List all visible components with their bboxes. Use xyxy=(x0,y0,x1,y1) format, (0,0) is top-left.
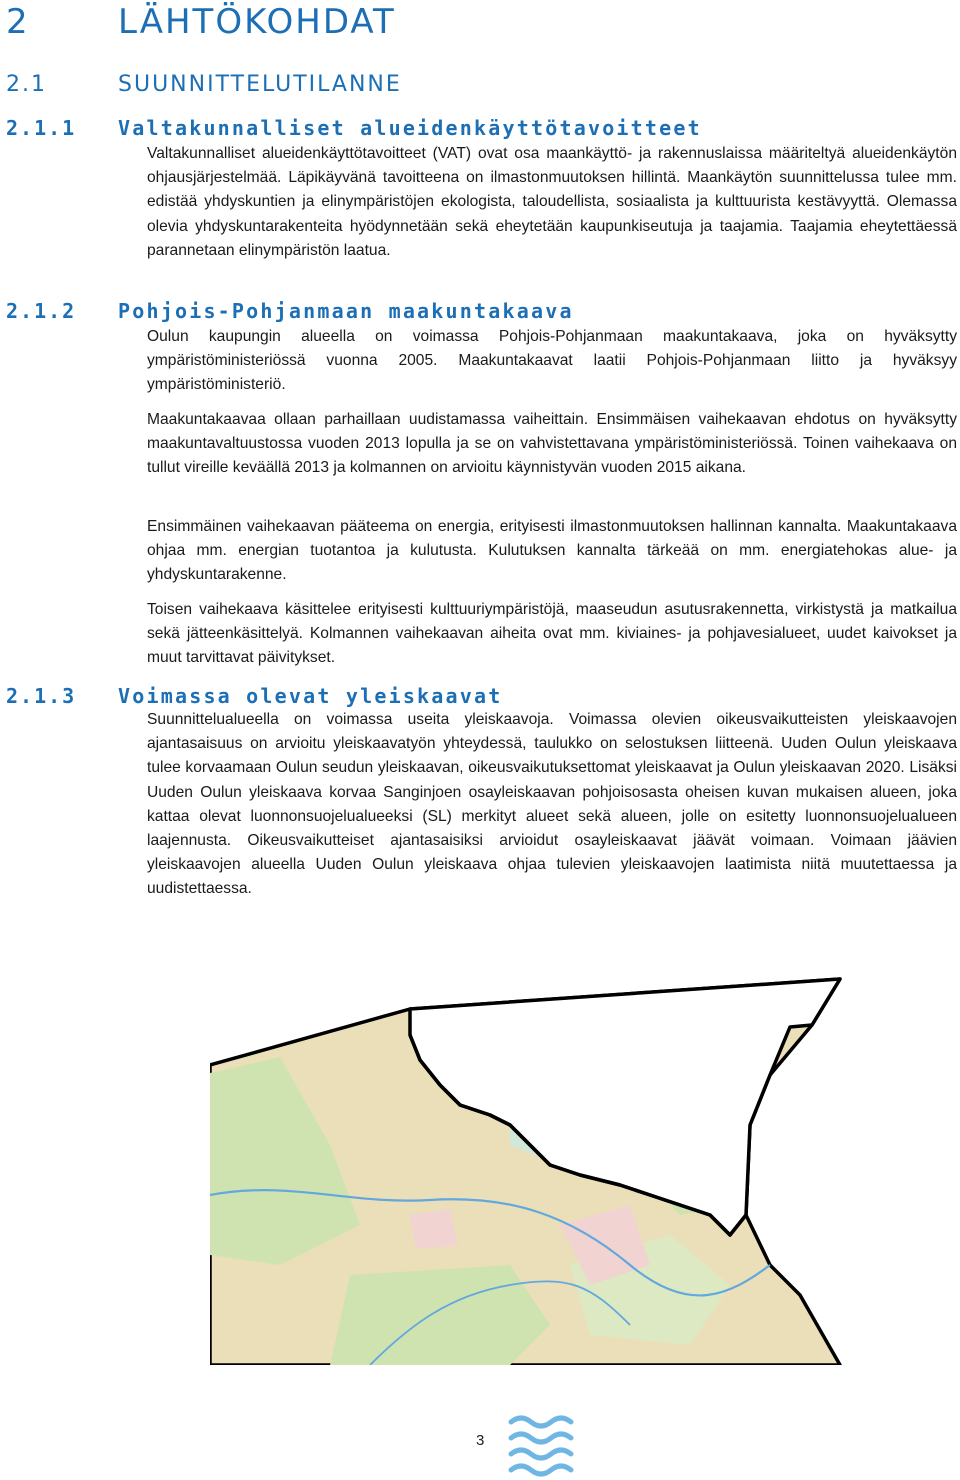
subsection-number: 2.1.3 xyxy=(6,684,77,708)
subsection-title: Pohjois-Pohjanmaan maakuntakaava xyxy=(118,299,574,323)
chapter-number: 2 xyxy=(6,2,30,42)
paragraph: Valtakunnalliset alueidenkäyttötavoitteet (VAT) ovat osa maankäyttö- ja rakennuslaissa määriteltyä alueidenkäytön ohjausjärjestelmää. Läpikäyvänä tavoitteena on ilmastonmuutoksen hillintä. Maankäytön suunnittelussa tulee mm. edistää yhdyskuntien ja elinympäristöjen ekologista, taloudellista, sosiaalista ja kulttuurista kestävyyttä. Olemassa olevia yhdyskuntarakenteita hyödynnetään sekä eheytetään kaupunkiseutuja ja taajamia. Taajamia eheytettäessä parannetaan elinympäristön laatua. xyxy=(147,145,957,259)
waves-logo-icon xyxy=(505,1408,575,1478)
plan-area-map xyxy=(210,965,850,1365)
subsection-heading-2-1-3 xyxy=(6,684,503,708)
section-number: 2.1 xyxy=(6,72,47,97)
map-pink-zone xyxy=(410,1209,458,1249)
section-heading xyxy=(6,72,402,97)
paragraph: Maakuntakaavaa ollaan parhaillaan uudistamassa vaiheittain. Ensimmäisen vaihekaavan ehdotus on hyväksytty maakuntavaltuustossa vuoden 2013 lopulla ja se on vahvistettavana ympäristöministeriössä. Toinen vaihekaava on tullut vireille keväällä 2013 ja kolmannen on arvioitu käynnistyvän vuoden 2015 aikana. xyxy=(147,411,957,477)
subsection-title: Valtakunnalliset alueidenkäyttötavoitteet xyxy=(118,116,702,140)
subsection-number: 2.1.2 xyxy=(6,299,77,323)
subsection-number: 2.1.1 xyxy=(6,116,77,140)
paragraph: Suunnittelualueella on voimassa useita yleiskaavoja. Voimassa olevien oikeusvaikutteisten yleiskaavojen ajantasaisuus on arvioitu yleiskaavatyön yhteydessä, taulukko on selostuksen liitteenä. Uuden Oulun yleiskaava tulee korvaamaan Oulun seudun yleiskaavan, oikeusvaikutuksettomat yleiskaavat ja Oulun yleiskaavan 2020. Lisäksi Uuden Oulun yleiskaava korvaa Sanginjoen osayleiskaavan pohjoisosasta oheisen kuvan mukaisen alueen, joka kattaa olevat luonnonsuojelualueeksi (SL) merkityt alueet sekä alueen, jolle on esitetty luonnonsuojelualueen laajennusta. Oikeusvaikutteiset ajantasaisiksi arvioidut osayleiskaavat jäävät voimaan. Voimaan jäävien yleiskaavojen alueella Uuden Oulun yleiskaava ohjaa tulevien yleiskaavojen laatimista niitä muutettaessa ja uudistettaessa. xyxy=(147,711,957,898)
subsection-title: Voimassa olevat yleiskaavat xyxy=(118,684,503,708)
paragraph: Oulun kaupungin alueella on voimassa Pohjois-Pohjanmaan maakuntakaava, joka on hyväksytty ympäristöministeriössä vuonna 2005. Maakuntakaavat laatii Pohjois-Pohjanmaan liitto ja hyväksyy ympäristöministeriö. xyxy=(147,328,957,394)
paragraph: Toisen vaihekaava käsittelee erityisesti kulttuuriympäristöjä, maaseudun asutusrakennetta, virkistystä ja matkailua sekä jätteenkäsittelyä. Kolmannen vaihekaavan aiheita ovat mm. kiviaines- ja pohjavesialueet, uudet kaivokset ja muut tarvittavat päivitykset. xyxy=(147,601,957,667)
subsection-heading-2-1-2 xyxy=(6,299,574,323)
page-number: 3 xyxy=(476,1432,485,1449)
section-title: SUUNNITTELUTILANNE xyxy=(118,72,402,97)
map-green-zone xyxy=(330,1265,550,1365)
chapter-heading xyxy=(6,2,396,42)
paragraph: Ensimmäinen vaihekaavan pääteema on energia, erityisesti ilmastonmuutoksen hallinnan kannalta. Maakuntakaava ohjaa mm. energian tuotantoa ja kulutusta. Kulutuksen kannalta tärkeää on mm. energiatehokas alue- ja yhdyskuntarakenne. xyxy=(147,518,957,584)
subsection-heading-2-1-1 xyxy=(6,116,702,140)
chapter-title: LÄHTÖKOHDAT xyxy=(118,2,396,42)
